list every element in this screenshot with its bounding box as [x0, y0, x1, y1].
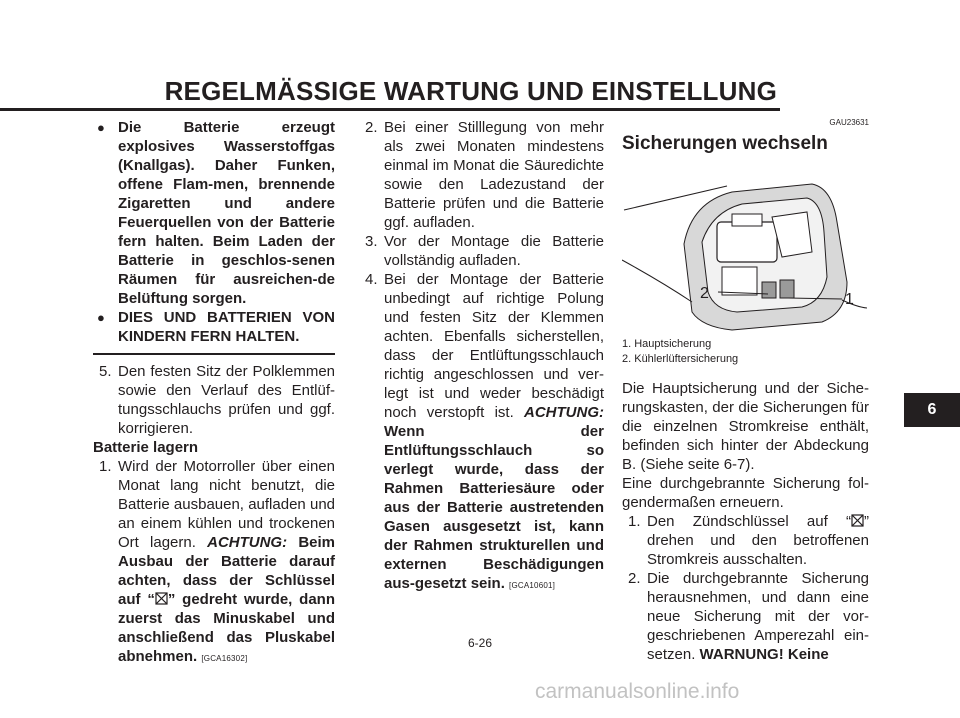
paragraph-replace-intro: Eine durchgebrannte Sicherung fol-gendermaßen erneuern. — [622, 475, 869, 511]
column-middle — [359, 118, 604, 595]
warning-text: DIES UND BATTERIEN VON KINDERN FERN HALTEN. — [118, 309, 335, 345]
step-number: 1. — [99, 457, 112, 475]
warning-label: WARNUNG! Keine — [699, 646, 829, 663]
fig-label-1: 1 — [845, 291, 854, 308]
step-text: Die durchgebrannte Sicherung herausnehmen, und dann eine neue Sicherung mit der vor-geschriebenen Amperezahl ein-setzen. — [647, 570, 869, 663]
step-number: 3. — [365, 233, 378, 250]
notice-text: Wenn der Entlüftungsschlauch so verlegt wurde, dass der Rahmen Batteriesäure oder aus der Batterie austretenden Gasen ausgesetzt ist, kann der Rahmen strukturellen und externen Beschädigungen aus-gesetzt sein. — [384, 423, 604, 592]
storage-step-3 — [359, 232, 604, 270]
step-number: 1. — [628, 513, 641, 530]
warning-bullet-children — [93, 308, 335, 346]
notice-code: [GCA10601] — [509, 581, 556, 590]
bullet-dot-icon: ● — [97, 310, 105, 325]
key-off-icon — [155, 592, 168, 605]
watermark: carmanualsonline.info — [535, 680, 740, 703]
step-5 — [93, 362, 335, 438]
warning-end-rule — [93, 353, 335, 355]
fuse-illustration — [622, 162, 867, 332]
storage-step-4 — [359, 270, 604, 595]
notice-text: Beim Ausbau der Batterie darauf achten, dass der Schlüssel auf “ — [118, 533, 335, 608]
chapter-tab[interactable]: 6 — [904, 393, 960, 427]
step-number: 5. — [99, 362, 112, 380]
step-text: Vor der Montage die Batterie vollständig aufladen. — [384, 233, 604, 269]
section-title: Sicherungen wechseln — [622, 133, 828, 154]
step-number: 4. — [365, 271, 378, 288]
step-number: 2. — [628, 570, 641, 587]
chapter-title: REGELMÄSSIGE WARTUNG UND EINSTELLUNG — [164, 76, 777, 106]
column-left — [93, 118, 335, 668]
storage-step-2 — [359, 118, 604, 232]
notice-label: ACHTUNG: — [524, 404, 604, 421]
page-header — [0, 0, 780, 108]
notice-text: ” gedreht wurde, dann zuerst das Minuskabel und anschließend das Pluskabel abnehmen. — [118, 590, 335, 665]
section-code: GAU23631 — [829, 118, 869, 127]
step-text: Bei einer Stilllegung von mehr als zwei Monaten mindestens einmal im Monat die Säuredichte sowie den Ladezustand der Batterie prüfen und die Batterie ggf. aufladen. — [384, 119, 604, 231]
warning-text: Die Batterie erzeugt explosives Wasserstoffgas (Knallgas). Daher Funken, offene Flam-men, brennende Zigaretten und andere Feuerquellen von der Batterie fern halten. Beim Laden der Batterie in geschlos-senen Räumen für ausreichen-de Belüftung sorgen. — [118, 119, 335, 307]
step-text: Bei der Montage der Batterie unbedingt auf richtige Polung und festen Sitz der Klemmen achten. Ebenfalls sicherstellen, dass der Entlüftungsschlauch richtig angeschlossen und ver-legt ist und weder beschädigt noch verstopft ist. — [384, 271, 604, 421]
step-text: ” drehen und den betroffenen Stromkreis ausschalten. — [647, 513, 869, 568]
step-text: Den festen Sitz der Polklemmen sowie den Verlauf des Entlüf-tungsschlauchs prüfen und ggf. korrigieren. — [118, 362, 335, 437]
fuse-step-1 — [622, 512, 869, 569]
warning-bullet-explosive-gas — [93, 118, 335, 308]
fig-label-2: 2 — [700, 285, 709, 302]
column-right — [622, 118, 869, 664]
key-off-icon — [851, 514, 864, 527]
figure-caption-2: 2. Kühlerlüftersicherung — [622, 353, 739, 365]
step-text: Wird der Motorroller über einen Monat lang nicht benutzt, die Batterie ausbauen, aufladen und an einem kühlen und trockenen Ort lagern. — [118, 457, 335, 551]
page-number: 6-26 — [467, 636, 493, 650]
notice-code: [GCA16302] — [201, 653, 248, 663]
step-number: 2. — [365, 119, 378, 136]
notice-label: ACHTUNG: — [207, 533, 288, 551]
header-rule — [0, 108, 780, 111]
bullet-dot-icon: ● — [97, 120, 105, 135]
paragraph-fuse-location: Die Hauptsicherung und der Siche-rungskasten, der die Sicherungen für die einzelnen Stromkreise enthält, befinden sich hinter der Abdeckung B. (Siehe seite 6-7). — [622, 380, 869, 473]
subsection-title: Batterie lagern — [93, 438, 199, 456]
figure-caption-1: 1. Hauptsicherung — [622, 338, 712, 350]
step-text: Den Zündschlüssel auf “ — [647, 513, 851, 530]
